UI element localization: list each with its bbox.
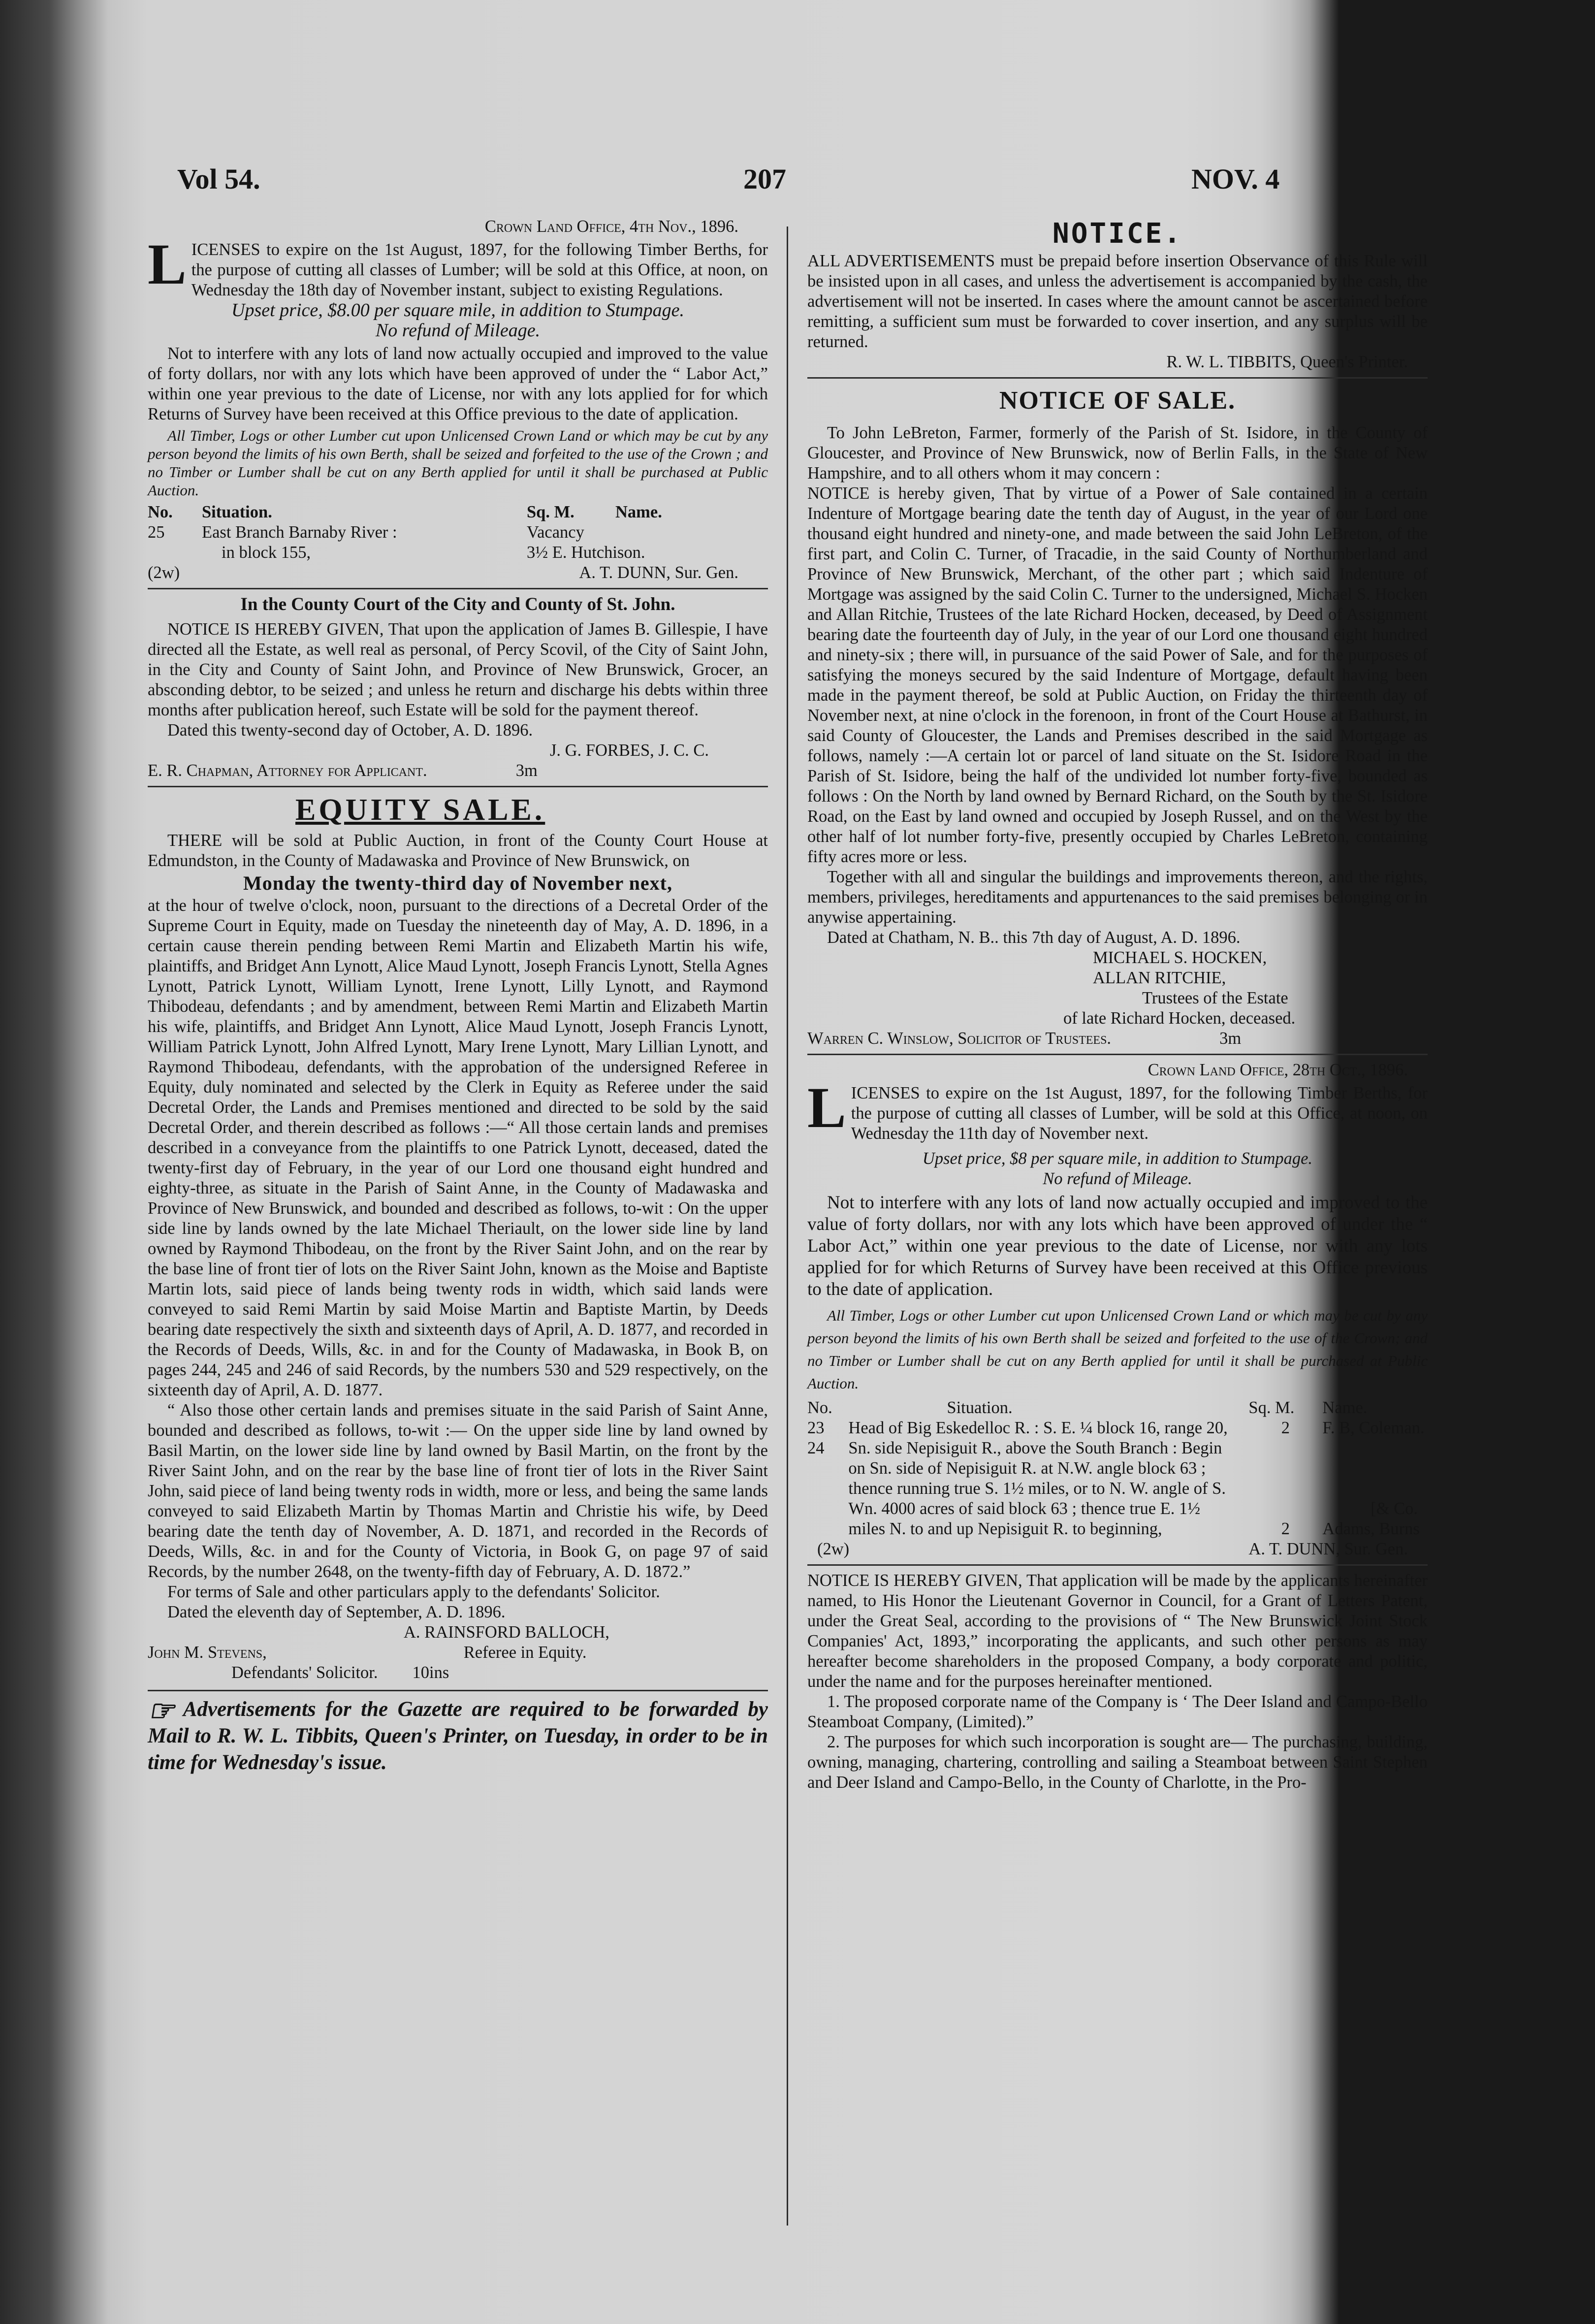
referee-name: A. RAINSFORD BALLOCH, — [404, 1623, 609, 1642]
county-heading: In the County Court of the City and County of St. John. — [240, 594, 675, 614]
row-name-b: Adams, Burns — [1322, 1519, 1420, 1538]
solicitor-name: John M. Stevens, — [148, 1643, 267, 1662]
solicitor-title: Defendants' Solicitor. — [231, 1663, 378, 1682]
section-rule — [148, 1690, 768, 1691]
table-header — [148, 502, 768, 522]
col-no: No. — [148, 503, 173, 521]
trustee-2: ALLAN RITCHIE, — [1093, 968, 1226, 987]
section-rule — [807, 377, 1428, 379]
not-to-interfere: Not to interfere with any lots of land now actually occupied and improved to the value of forty dollars, nor with any lots which have been approved of under the “ Labor Act,” within one year previous to the date of License, nor with any lots applied for for which Returns of Survey have been received at this Office previous to the date of application. — [807, 1193, 1428, 1299]
right-column — [807, 217, 1428, 1793]
footer-notice — [148, 1696, 768, 1776]
col-name: Name. — [615, 503, 662, 521]
col-sqm: Sq. M. — [1248, 1398, 1295, 1417]
dateline: Crown Land Office, 4th Nov., 1896. — [484, 217, 738, 236]
row-vacancy: Vacancy — [527, 523, 584, 542]
notice-body: ALL ADVERTISEMENTS must be prepaid before insertion Observance of this Rule will be insisted upon in all cases, and unless the advertisement is accompanied by the cash, the advertisement will not be inserted. In cases where the amount cannot be ascertained before remitting, a sufficient sum must be forwarded to cover insertion, and any surplus will be returned. — [807, 252, 1428, 351]
issue-date: NOV. 4 — [1191, 163, 1280, 195]
county-court-notice — [148, 594, 768, 781]
signature: A. T. DUNN, Sur. Gen. — [1248, 1540, 1408, 1558]
licenses-text: ICENSES to expire on the 1st August, 1897, for the following Timber Berths, for the purpose of cutting all classes of Lumber, will be sold at this Office, at noon, on Wednesday the 11th day of November next. — [851, 1084, 1428, 1143]
county-body: NOTICE IS HEREBY GIVEN, That upon the application of James B. Gillespie, I have directed all the Estate, as well real as personal, of Percy Scovil, of the City of Saint John, in the City and County of Saint John, and Province of New Brunswick, Grocer, an absconding debtor, to be seized ; and unless he return and discharge his debts within three months after publication hereof, such Estate will be sold for the payment thereof. — [148, 620, 768, 719]
county-dated: Dated this twenty-second day of October, A. D. 1896. — [167, 721, 533, 740]
row-name: F. B, Coleman. — [1322, 1419, 1425, 1437]
advertisement-notice — [807, 217, 1428, 372]
footer-notice-text: Advertisements for the Gazette are required to be forwarded by Mail to R. W. L. Tibbits, Queen's Printer, on Tuesday, in order to be in time for Wednesday's issue. — [148, 1698, 768, 1774]
trustee-1: MICHAEL S. HOCKEN, — [1093, 948, 1267, 967]
equity-also: “ Also those other certain lands and premises situate in the said Parish of Saint Anne, bounded and described as follows, to-wit :— On the upper side line by land owned by Basil Martin, on the lower side line by land owned by Basil Martin, on the front by the River Saint John, and on the rear by the base line of front tier of lots in the River Saint John, said piece of land being twenty rods in width, more or less, and being the same lands conveyed to said Elizabeth Martin by Thomas Martin and Christie his wife, by Deed bearing date the tenth day of November, A. D. 1871, and recorded in the Records of Deeds, Wills, &c. in and for the County of Victoria, in Book G, on page 97 of said Records, by the number 2648, on the twenty-fifth day of February, A. D. 1872.” — [148, 1401, 768, 1581]
row-name-a: [& Co. — [1371, 1499, 1418, 1518]
row-situation: East Branch Barnaby River : — [202, 523, 397, 542]
notice-heading: NOTICE. — [1052, 218, 1182, 250]
dateline: Crown Land Office, 28th Oct., 1896. — [1148, 1061, 1408, 1079]
row-sqm: 2 — [1281, 1419, 1290, 1437]
row-no: 24 — [807, 1439, 825, 1457]
drop-cap: L — [148, 232, 187, 296]
trustee-title-1: Trustees of the Estate — [1142, 989, 1288, 1007]
col-sqm: Sq. M. — [527, 503, 574, 521]
row-no: 23 — [807, 1419, 825, 1437]
referee-title: Referee in Equity. — [463, 1643, 587, 1662]
volume-number: Vol 54. — [177, 163, 260, 195]
notice-of-sale — [807, 384, 1428, 1049]
crown-land-notice-oct28 — [807, 1060, 1428, 1559]
row-block: in block 155, — [222, 543, 311, 562]
sale-date: Monday the twenty-third day of November next, — [243, 872, 672, 894]
printer-signature: R. W. L. TIBBITS, Queen's Printer. — [1166, 353, 1408, 371]
incorporation-notice — [807, 1571, 1428, 1793]
not-to-interfere: Not to interfere with any lots of land now actually occupied and improved to the value of forty dollars, nor with any lots which have been approved of under the “ Labor Act,” within one year previous to the date of License, nor with any lots applied for for which Returns of Survey have been received at this Office previous to the date of application. — [148, 344, 768, 423]
table-row — [148, 543, 768, 563]
table-row — [148, 563, 768, 583]
row-sqm-name: 3½ E. Hutchison. — [527, 543, 645, 562]
col-no: No. — [807, 1398, 832, 1417]
attorney-line — [148, 761, 768, 781]
equity-intro: THERE will be sold at Public Auction, in front of the County Court House at Edmundston, in the County of Madawaska and Province of New Brunswick, on — [148, 831, 768, 870]
insertion-term: (2w) — [148, 563, 180, 582]
equity-dated: Dated the eleventh day of September, A. D. 1896. — [167, 1603, 506, 1621]
row-situation: Head of Big Eskedelloc R. : S. E. ¼ block 16, range 20, — [848, 1419, 1228, 1437]
all-timber-clause: All Timber, Logs or other Lumber cut upon Unlicensed Crown Land or which may be cut by any person beyond the limits of his own Berth, shall be seized and forfeited to the use of the Crown ; and no Timber or Lumber shall be cut on any Berth applied for until it shall be purchased at Public Auction. — [148, 427, 768, 499]
sale-heading: NOTICE OF SALE. — [999, 387, 1236, 415]
col-name: Name. — [1322, 1398, 1368, 1417]
section-rule — [148, 786, 768, 787]
section-rule — [807, 1564, 1428, 1566]
sale-solicitor: Warren C. Winslow, Solicitor of Trustees. — [807, 1029, 1112, 1048]
col-situation: Situation. — [202, 503, 272, 521]
berth-table — [148, 502, 768, 583]
sale-body: NOTICE is hereby given, That by virtue of a Power of Sale contained in a certain Indenture of Mortgage bearing date the tenth day of August, in the year of our Lord one thousand eight hundred and ninety-one, and made between the said John LeBreton, of the first part, and Colin C. Turner, of Tracadie, in the said County of Northumberland and Province of New Brunswick, Merchant, of the other part ; which said Indenture of Mortgage was assigned by the said Colin C. Turner to the undersigned, Michael S. Hocken and Allan Ritchie, Trustees of the late Richard Hocken, deceased, by Deed of Assignment bearing date the fourteenth day of July, in the year of our Lord one thousand eight hundred and ninety-six ; there will, in pursuance of the said Power of Sale, and for the purposes of satisfying the moneys secured by the said Indenture of Mortgage, default having been made in the payment thereof, be sold at Public Auction, on Friday the thirteenth day of November next, at nine o'clock in the forenoon, in front of the Court House at Bathurst, in said County of Gloucester, the Lands and Premises described in the said Mortgage as follows, namely :—A certain lot or parcel of land situate on the St. Isidore Road in the Parish of St. Isidore, being the half of the undivided lot number forty-five, bounded as follows : On the North by land owned by Bernard Richard, on the South by the St. Isidore Road, on the East by land owned and occupied by Joseph Russel, and on the West by the other half of lot number forty-five, presently occupied by Charles LeBreton, containing fifty acres more or less. — [807, 484, 1428, 866]
table-header — [807, 1398, 1428, 1418]
drop-cap: L — [807, 1075, 846, 1140]
incorp-item-2: 2. The purposes for which such incorporation is sought are— The purchasing, building, owning, managing, chartering, controlling and sailing a Steamboat between Saint Stephen and Deer Island and Campo-Bello, in the County of Charlotte, in the Pro- — [807, 1733, 1428, 1792]
insertion-term: 10ins — [412, 1663, 449, 1682]
table-row — [807, 1438, 1428, 1539]
no-refund: No refund of Mileage. — [1043, 1169, 1192, 1188]
trustee-title-2: of late Richard Hocken, deceased. — [1063, 1009, 1296, 1028]
table-row — [148, 522, 768, 543]
no-refund: No refund of Mileage. — [375, 320, 541, 341]
solicitor-line — [148, 1643, 768, 1663]
sale-together: Together with all and singular the buildings and improvements thereon, and the rights, members, privileges, hereditaments and appurtenances to the said premises belonging or in anywise appertaining. — [807, 868, 1428, 927]
insertion-term: 3m — [1219, 1029, 1242, 1048]
col-situation: Situation. — [947, 1398, 1013, 1417]
signature: A. T. DUNN, Sur. Gen. — [579, 563, 738, 582]
row-situation: Sn. side Nepisiguit R., above the South Branch : Begin on Sn. side of Nepisiguit R. at N.W. angle block 63 ; thence running true S. 1½ miles, or to N. W. angle of S. Wn. 4000 acres of said block 63 ; thence true E. 1½ miles N. to and up Nepisiguit R. to beginning, — [848, 1439, 1226, 1538]
sale-dated: Dated at Chatham, N. B.. this 7th day of August, A. D. 1896. — [827, 928, 1241, 947]
incorp-body: NOTICE IS HEREBY GIVEN, That application will be made by the applicants hereinafter named, to His Honor the Lieutenant Governor in Council, for a Grant of Letters Patent, under the Great Seal, according to the provisions of “ The New Brunswick Joint Stock Companies' Act, 1893,” incorporating the applicants, and such other persons as may hereafter become shareholders in the proposed Company, a body corporate and politic, under the name and for the purposes hereinafter mentioned. — [807, 1571, 1428, 1691]
licenses-text: ICENSES to expire on the 1st August, 1897, for the following Timber Berths, for the purpose of cutting all classes of Lumber; will be sold at this Office, at noon, on Wednesday the 18th day of November instant, subject to existing Regulations. — [191, 240, 768, 299]
judge-signature: J. G. FORBES, J. C. C. — [549, 741, 709, 760]
licenses-paragraph — [148, 232, 768, 300]
attorney: E. R. Chapman, Attorney for Applicant. — [148, 761, 427, 780]
incorp-item-1: 1. The proposed corporate name of the Company is ‘ The Deer Island and Campo-Bello Steamboat Company, (Limited).” — [807, 1692, 1428, 1731]
all-timber-clause: All Timber, Logs or other Lumber cut upon Unlicensed Crown Land or which may be cut by any person beyond the limits of his own Berth shall be seized and forfeited to the use of the Crown; and no Timber or Lumber shall be cut on any Berth applied for until it shall be purchased at Public Auction. — [807, 1307, 1428, 1392]
pointing-hand-icon: ☞ — [148, 1695, 174, 1728]
row-sqm: 2 — [1281, 1519, 1290, 1538]
sale-address: To John LeBreton, Farmer, formerly of the Parish of St. Isidore, in the County of Gloucester, and Province of New Brunswick, now of Berlin Falls, in the State of New Hampshire, and to all others whom it may concern : — [807, 423, 1428, 483]
berth-table — [807, 1398, 1428, 1559]
left-column — [148, 217, 768, 1776]
table-row — [807, 1418, 1428, 1438]
solicitor-title-line — [148, 1663, 768, 1683]
table-row — [807, 1539, 1428, 1559]
crown-land-notice-nov4 — [148, 217, 768, 583]
licenses-paragraph — [807, 1075, 1428, 1144]
page-number: 207 — [743, 163, 786, 195]
upset-price: Upset price, $8 per square mile, in addition to Stumpage. — [922, 1149, 1313, 1168]
section-rule — [807, 1054, 1428, 1055]
equity-sale-notice — [148, 792, 768, 1683]
row-name-cell — [1322, 1438, 1428, 1539]
equity-terms: For terms of Sale and other particulars apply to the defendants' Solicitor. — [167, 1582, 660, 1601]
insertion-term: (2w) — [817, 1540, 850, 1558]
equity-heading: EQUITY SALE. — [295, 793, 545, 827]
equity-body: at the hour of twelve o'clock, noon, pursuant to the directions of a Decretal Order of the Supreme Court in Equity, made on Tuesday the nineteenth day of May, A. D. 1896, in a certain cause therein pending between Remi Martin and Elizabeth Martin his wife, plaintiffs, and Bridget Ann Lynott, Alice Maud Lynott, Joseph Francis Lynott, Stella Agnes Lynott, Patrick Lynott, William Lynott, Irene Lynott, Lilly Lynott, and Raymond Thibodeau, defendants ; and by amendment, between Remi Martin and Elizabeth Martin his wife, plaintiffs, and Bridget Ann Lynott, Alice Maud Lynott, Joseph Francis Lynott, William Patrick Lynott, John Alfred Lynott, Mary Irene Lynott, Mary Lillian Lynott, and Raymond Thibodeau, defendants, with the approbation of the undersigned Referee in Equity, duly nominated and selected by the Clerk in Equity as Referee under the said Decretal Order, the Lands and Premises mentioned and directed to be sold by the said Decretal Order, and therein described as follows :—“ All those certain lands and premises described in a conveyance from the plaintiffs to one Patrick Lynott, deceased, dated the twenty-first day of February, in the year of our Lord one thousand eight hundred and eighty-three, as situate in the Parish of Saint Anne, in the County of Madawaska and Province of New Brunswick, and bounded and described as follows, to-wit : On the upper side line by lands owned by the late Michael Theriault, on the lower side line by land owned by Raymond Thibodeau, on the front by the River Saint John, and on the rear by the base line of front tier of lots on the River Saint John, known as the Moise and Baptiste Martin lots, said piece of lands being twenty rods in width, which said lands were conveyed to said Remi Martin by said Moise Martin and Baptiste Martin, by Deeds bearing date respectively the sixth and sixteenth days of April, A. D. 1877, and recorded in the Records of Deeds, Wills, &c. in and for the County of Madawaska, in Book B, on pages 244, 245 and 246 of said Records, by the numbers 530 and 529 respectively, on the sixteenth day of April, A. D. 1877. — [148, 896, 768, 1399]
section-rule — [148, 588, 768, 589]
insertion-term: 3m — [515, 761, 538, 780]
column-divider — [787, 226, 788, 2226]
sale-solicitor-line — [807, 1029, 1428, 1049]
row-no: 25 — [148, 523, 165, 542]
upset-price: Upset price, $8.00 per square mile, in addition to Stumpage. — [231, 300, 684, 321]
